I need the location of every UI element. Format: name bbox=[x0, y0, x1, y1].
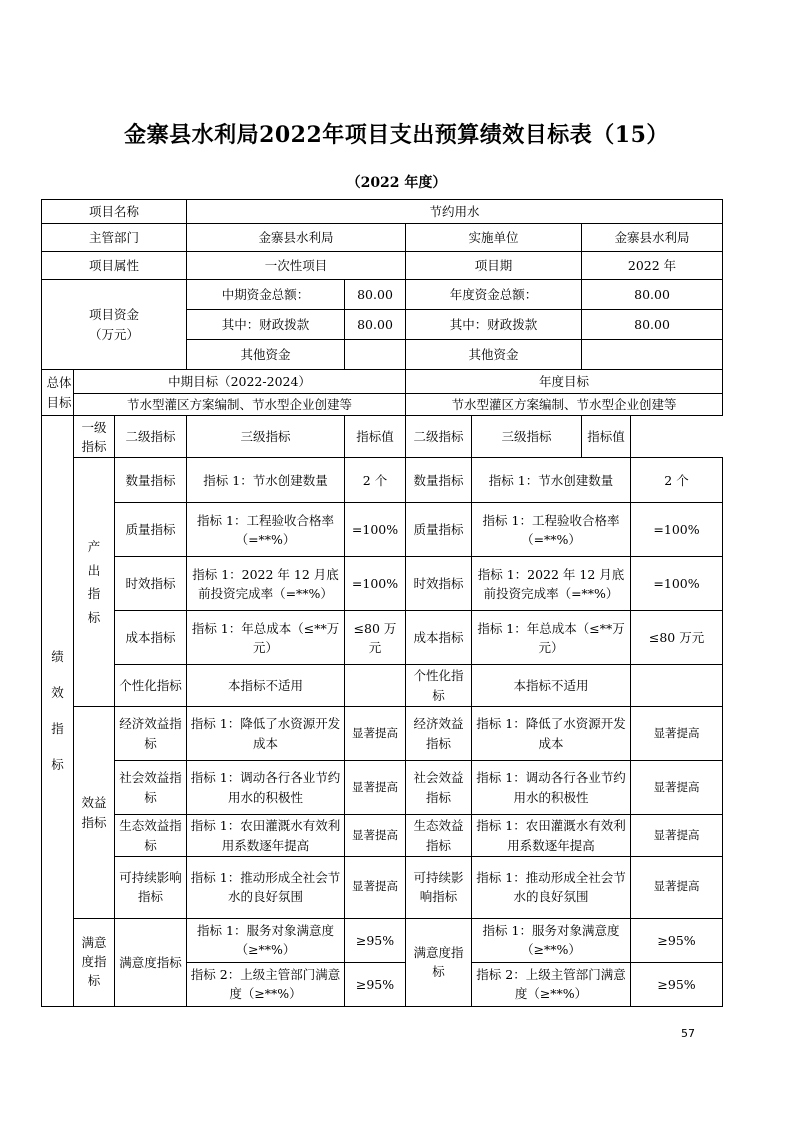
l2-cell-year: 可持续影响指标 bbox=[406, 856, 472, 918]
year-goal-label: 年度目标 bbox=[406, 370, 723, 394]
year-fiscal-label: 其中：财政拨款 bbox=[406, 310, 582, 340]
perf-label: 绩效指标 bbox=[42, 416, 74, 1007]
mid-other bbox=[345, 340, 406, 370]
table-row bbox=[42, 280, 723, 310]
year-goal-text: 节水型灌区方案编制、节水型企业创建等 bbox=[406, 394, 723, 416]
l2-cell-year: 满意度指标 bbox=[406, 918, 472, 1006]
mid-total: 80.00 bbox=[345, 280, 406, 310]
table-row bbox=[42, 665, 723, 707]
l3-cell: 指标 1：节水创建数量 bbox=[187, 458, 345, 503]
l2-cell: 数量指标 bbox=[115, 458, 187, 503]
header-l3: 三级指标 bbox=[187, 416, 345, 458]
table-row bbox=[42, 252, 723, 280]
val-cell-year bbox=[631, 665, 723, 707]
fund-label: 项目资金 （万元） bbox=[42, 280, 187, 370]
table-row bbox=[42, 458, 723, 503]
l2-cell: 社会效益指标 bbox=[115, 761, 187, 815]
l3-cell-year: 指标 1：年总成本（≤**万元） bbox=[472, 611, 631, 665]
year-other-label: 其他资金 bbox=[406, 340, 582, 370]
val-cell-year: =100% bbox=[631, 557, 723, 611]
val-cell: 显著提高 bbox=[345, 856, 406, 918]
val-cell: ≥95% bbox=[345, 918, 406, 962]
table-row bbox=[42, 761, 723, 815]
year-fiscal: 80.00 bbox=[582, 310, 723, 340]
mid-fiscal: 80.00 bbox=[345, 310, 406, 340]
table-row bbox=[42, 856, 723, 918]
page-number: 57 bbox=[681, 1027, 695, 1040]
l2-cell: 质量指标 bbox=[115, 503, 187, 557]
page-title: 金寨县水利局2022年项目支出预算绩效目标表（15） bbox=[124, 122, 669, 148]
project-name: 节约用水 bbox=[187, 200, 723, 224]
l3-cell-year: 指标 1：农田灌溉水有效利用系数逐年提高 bbox=[472, 815, 631, 857]
header-l2: 二级指标 bbox=[115, 416, 187, 458]
table-row bbox=[42, 416, 723, 458]
goals-label: 总体目标 bbox=[42, 370, 74, 416]
val-cell: 显著提高 bbox=[345, 707, 406, 761]
effect-label: 效益指标 bbox=[74, 707, 115, 919]
val-cell-year: ≥95% bbox=[631, 918, 723, 962]
l3-cell-year: 指标 1：推动形成全社会节水的良好氛围 bbox=[472, 856, 631, 918]
table-row bbox=[42, 707, 723, 761]
l3-cell-year: 指标 1：调动各行各业节约用水的积极性 bbox=[472, 761, 631, 815]
header-val: 指标值 bbox=[345, 416, 406, 458]
year-other bbox=[582, 340, 723, 370]
l2-cell-year: 成本指标 bbox=[406, 611, 472, 665]
val-cell-year: ≤80 万元 bbox=[631, 611, 723, 665]
l2-cell-year: 个性化指标 bbox=[406, 665, 472, 707]
period-label: 项目期 bbox=[406, 252, 582, 280]
l2-cell: 个性化指标 bbox=[115, 665, 187, 707]
mid-goal-label: 中期目标（2022-2024） bbox=[74, 370, 406, 394]
header-l3-year: 三级指标 bbox=[472, 416, 582, 458]
l3-cell: 指标 1：农田灌溉水有效利用系数逐年提高 bbox=[187, 815, 345, 857]
val-cell: 显著提高 bbox=[345, 815, 406, 857]
project-name-label: 项目名称 bbox=[42, 200, 187, 224]
l3-cell: 指标 1：工程验收合格率（=**%） bbox=[187, 503, 345, 557]
l2-cell: 时效指标 bbox=[115, 557, 187, 611]
val-cell-year: 显著提高 bbox=[631, 815, 723, 857]
l2-cell: 满意度指标 bbox=[115, 918, 187, 1006]
table-row bbox=[42, 370, 723, 394]
impl-label: 实施单位 bbox=[406, 224, 582, 252]
header-l2-year: 二级指标 bbox=[406, 416, 472, 458]
table-row bbox=[42, 224, 723, 252]
mid-other-label: 其他资金 bbox=[187, 340, 345, 370]
val-cell-year: =100% bbox=[631, 503, 723, 557]
table-row bbox=[42, 611, 723, 665]
val-cell-year: 显著提高 bbox=[631, 761, 723, 815]
l2-cell-year: 质量指标 bbox=[406, 503, 472, 557]
l2-cell: 可持续影响指标 bbox=[115, 856, 187, 918]
l3-cell-year: 指标 1：节水创建数量 bbox=[472, 458, 631, 503]
l2-cell: 经济效益指标 bbox=[115, 707, 187, 761]
mid-total-label: 中期资金总额： bbox=[187, 280, 345, 310]
impl: 金寨县水利局 bbox=[582, 224, 723, 252]
l2-cell-year: 社会效益指标 bbox=[406, 761, 472, 815]
mid-fiscal-label: 其中：财政拨款 bbox=[187, 310, 345, 340]
l3-cell: 本指标不适用 bbox=[187, 665, 345, 707]
dept: 金寨县水利局 bbox=[187, 224, 406, 252]
l2-cell-year: 时效指标 bbox=[406, 557, 472, 611]
table-row bbox=[42, 394, 723, 416]
l2-cell-year: 经济效益指标 bbox=[406, 707, 472, 761]
period: 2022 年 bbox=[582, 252, 723, 280]
l2-cell: 生态效益指标 bbox=[115, 815, 187, 857]
l3-cell-year: 指标 1：工程验收合格率（=**%） bbox=[472, 503, 631, 557]
table-row bbox=[42, 503, 723, 557]
l2-cell-year: 生态效益指标 bbox=[406, 815, 472, 857]
l3-cell: 指标 1：2022 年 12 月底前投资完成率（=**%） bbox=[187, 557, 345, 611]
l2-cell-year: 数量指标 bbox=[406, 458, 472, 503]
val-cell-year: ≥95% bbox=[631, 962, 723, 1006]
val-cell: ≥95% bbox=[345, 962, 406, 1006]
val-cell: =100% bbox=[345, 503, 406, 557]
page-subtitle: （2022 年度） bbox=[346, 175, 447, 191]
l2-cell: 成本指标 bbox=[115, 611, 187, 665]
l3-cell: 指标 1：服务对象满意度（≥**%） bbox=[187, 918, 345, 962]
l3-cell: 指标 2：上级主管部门满意度（≥**%） bbox=[187, 962, 345, 1006]
year-total: 80.00 bbox=[582, 280, 723, 310]
performance-table bbox=[41, 199, 723, 1007]
year-total-label: 年度资金总额： bbox=[406, 280, 582, 310]
val-cell: 2 个 bbox=[345, 458, 406, 503]
val-cell bbox=[345, 665, 406, 707]
dept-label: 主管部门 bbox=[42, 224, 187, 252]
l3-cell-year: 指标 1：2022 年 12 月底前投资完成率（=**%） bbox=[472, 557, 631, 611]
l3-cell-year: 指标 1：服务对象满意度（≥**%） bbox=[472, 918, 631, 962]
table-row bbox=[42, 918, 723, 962]
val-cell-year: 显著提高 bbox=[631, 856, 723, 918]
l3-cell: 指标 1：调动各行各业节约用水的积极性 bbox=[187, 761, 345, 815]
header-l1: 一级指标 bbox=[74, 416, 115, 458]
table-row bbox=[42, 200, 723, 224]
output-label: 产出指标 bbox=[74, 458, 115, 707]
table-row bbox=[42, 815, 723, 857]
val-cell: 显著提高 bbox=[345, 761, 406, 815]
attr: 一次性项目 bbox=[187, 252, 406, 280]
header-val-year: 指标值 bbox=[582, 416, 631, 458]
l3-cell-year: 指标 2：上级主管部门满意度（≥**%） bbox=[472, 962, 631, 1006]
mid-goal-text: 节水型灌区方案编制、节水型企业创建等 bbox=[74, 394, 406, 416]
val-cell-year: 显著提高 bbox=[631, 707, 723, 761]
val-cell-year: 2 个 bbox=[631, 458, 723, 503]
val-cell: =100% bbox=[345, 557, 406, 611]
val-cell: ≤80 万元 bbox=[345, 611, 406, 665]
l3-cell: 指标 1：推动形成全社会节水的良好氛围 bbox=[187, 856, 345, 918]
attr-label: 项目属性 bbox=[42, 252, 187, 280]
table-row bbox=[42, 557, 723, 611]
satisfaction-label: 满意度指标 bbox=[74, 918, 115, 1006]
l3-cell-year: 本指标不适用 bbox=[472, 665, 631, 707]
l3-cell: 指标 1：年总成本（≤**万元） bbox=[187, 611, 345, 665]
l3-cell: 指标 1：降低了水资源开发成本 bbox=[187, 707, 345, 761]
l3-cell-year: 指标 1：降低了水资源开发成本 bbox=[472, 707, 631, 761]
